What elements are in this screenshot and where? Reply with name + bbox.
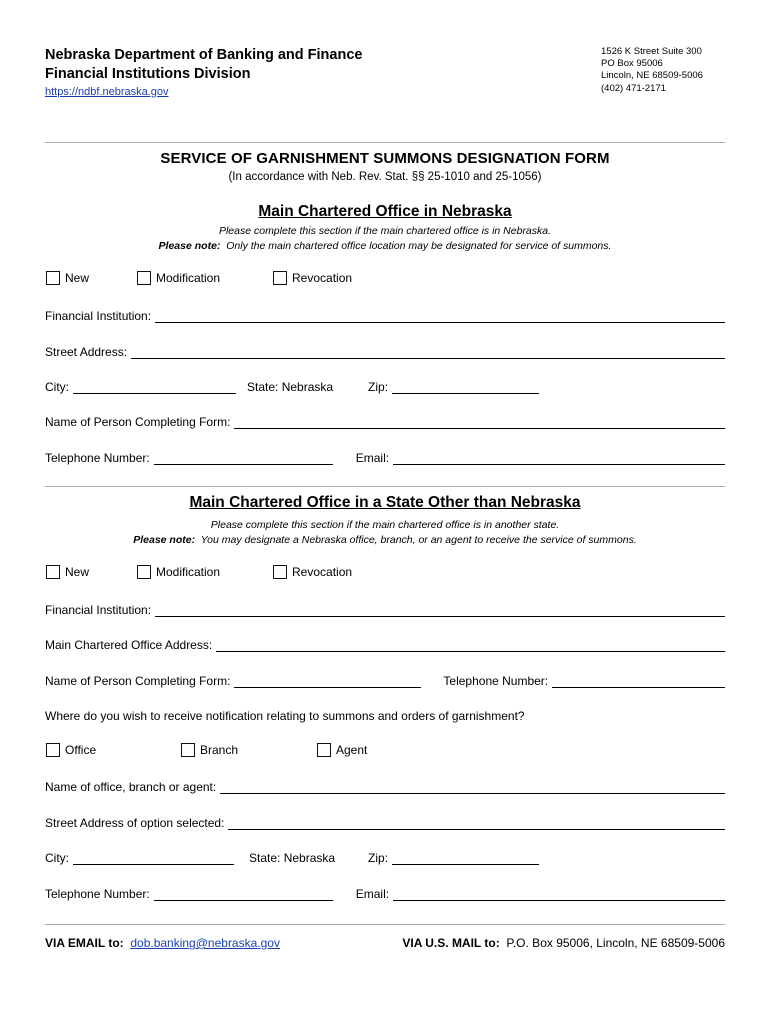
section1-note <box>0 239 770 254</box>
street-address-field[interactable] <box>131 347 725 359</box>
field-label: Telephone Number: <box>443 674 549 688</box>
checkbox-label: New <box>65 565 90 579</box>
section2-note-text: You may designate a Nebraska office, branch, or an agent to receive the service of summons. <box>200 534 637 546</box>
field-label: Email: <box>355 451 390 465</box>
section1-city-state-zip-row <box>45 378 725 394</box>
person-completing-field[interactable] <box>234 676 421 688</box>
section1-financial-institution-row <box>45 307 725 323</box>
agent-option-checkbox[interactable] <box>317 743 367 757</box>
agency-contact-block <box>601 46 703 95</box>
agency-phone: (402) 471-2171 <box>601 82 666 94</box>
field-label: Financial Institution: <box>45 309 152 323</box>
section2-title: Main Chartered Office in a State Other than Nebraska <box>189 494 581 511</box>
checkbox-label: Modification <box>156 565 221 579</box>
agency-website-link[interactable]: https://ndbf.nebraska.gov <box>45 86 169 98</box>
section2-new-checkbox[interactable] <box>46 565 89 579</box>
field-label: Name of Person Completing Form: <box>45 415 231 429</box>
section2-note <box>0 533 770 548</box>
checkbox-label: Modification <box>156 271 221 285</box>
main-office-address-field[interactable] <box>216 640 725 652</box>
section2-revocation-checkbox[interactable] <box>273 565 352 579</box>
section1-new-checkbox[interactable] <box>46 271 89 285</box>
field-label: City: <box>45 851 69 865</box>
branch-option-checkbox[interactable] <box>181 743 238 757</box>
footer-divider <box>45 924 725 925</box>
section1-modification-checkbox[interactable] <box>137 271 220 285</box>
email-label: VIA EMAIL to: <box>45 936 124 950</box>
financial-institution-field[interactable] <box>155 311 725 323</box>
field-label: Financial Institution: <box>45 603 152 617</box>
section2-city-state-zip-row <box>45 849 725 865</box>
person-completing-field[interactable] <box>234 417 725 429</box>
telephone-field[interactable] <box>552 676 725 688</box>
name-office-branch-agent-field[interactable] <box>220 782 725 794</box>
agency-name: Nebraska Department of Banking and Finance <box>45 47 363 63</box>
section1-note-text: Only the main chartered office location may be designated for service of summons. <box>226 240 612 252</box>
mail-address: P.O. Box 95006, Lincoln, NE 68509-5006 <box>506 936 725 950</box>
checkbox-label: Revocation <box>292 565 353 579</box>
checkbox-label: Office <box>65 743 97 757</box>
checkbox-label: Agent <box>336 743 368 757</box>
section2-phone-email-row <box>45 885 725 901</box>
field-label: Street Address of option selected: <box>45 816 225 830</box>
section2-financial-institution-row <box>45 601 725 617</box>
zip-field[interactable] <box>392 853 539 865</box>
address-line-1: 1526 K Street Suite 300 <box>601 46 702 57</box>
telephone-field[interactable] <box>154 889 333 901</box>
address-line-2: PO Box 95006 <box>601 58 663 70</box>
notification-question-row <box>45 707 725 723</box>
division-name: Financial Institutions Division <box>45 66 251 82</box>
section2-person-phone-row <box>45 672 725 688</box>
city-field[interactable] <box>73 853 234 865</box>
section2-main-office-address-row <box>45 636 725 652</box>
email-address-link[interactable]: dob.banking@nebraska.gov <box>130 936 280 950</box>
form-subtitle: (In accordance with Neb. Rev. Stat. §§ 25-1010 and 25-1056) <box>228 171 542 183</box>
checkbox-label: Revocation <box>292 271 353 285</box>
field-label: Zip: <box>368 380 389 394</box>
state-label: State: Nebraska <box>247 380 334 394</box>
field-label: Email: <box>355 887 390 901</box>
agency-header <box>45 46 362 100</box>
address-line-3: Lincoln, NE 68509-5006 <box>601 70 703 82</box>
section1-phone-email-row <box>45 449 725 465</box>
checkbox-box[interactable] <box>137 271 151 285</box>
notification-question: Where do you wish to receive notification relating to summons and orders of garnishment? <box>45 709 525 723</box>
office-option-checkbox[interactable] <box>46 743 96 757</box>
checkbox-label: Branch <box>200 743 239 757</box>
checkbox-box[interactable] <box>181 743 195 757</box>
field-label: Main Chartered Office Address: <box>45 638 213 652</box>
checkbox-box[interactable] <box>46 743 60 757</box>
checkbox-box[interactable] <box>317 743 331 757</box>
checkbox-box[interactable] <box>137 565 151 579</box>
section1-street-address-row <box>45 343 725 359</box>
submission-footer <box>45 936 725 950</box>
zip-field[interactable] <box>392 382 539 394</box>
email-submission <box>45 936 280 950</box>
header-divider <box>45 142 725 143</box>
telephone-field[interactable] <box>154 453 333 465</box>
section1-instruction: Please complete this section if the main chartered office is in Nebraska. <box>218 225 552 237</box>
field-label: Name of office, branch or agent: <box>45 780 217 794</box>
field-label: Telephone Number: <box>45 887 150 901</box>
email-field[interactable] <box>393 453 725 465</box>
street-address-option-field[interactable] <box>228 818 725 830</box>
field-label: Street Address: <box>45 345 128 359</box>
section-divider <box>45 486 725 487</box>
checkbox-box[interactable] <box>273 271 287 285</box>
financial-institution-field[interactable] <box>155 605 725 617</box>
checkbox-box[interactable] <box>273 565 287 579</box>
section1-note-label: Please note: <box>158 240 221 252</box>
section2-instruction: Please complete this section if the main chartered office is in another state. <box>210 519 560 531</box>
email-field[interactable] <box>393 889 725 901</box>
section1-title: Main Chartered Office in Nebraska <box>258 203 512 220</box>
checkbox-box[interactable] <box>46 565 60 579</box>
city-field[interactable] <box>73 382 236 394</box>
street-address-option-row <box>45 814 725 830</box>
mail-label: VIA U.S. MAIL to: <box>402 936 500 950</box>
field-label: City: <box>45 380 69 394</box>
section2-note-label: Please note: <box>133 534 196 546</box>
checkbox-label: New <box>65 271 90 285</box>
section2-modification-checkbox[interactable] <box>137 565 220 579</box>
state-label: State: Nebraska <box>249 851 336 865</box>
checkbox-box[interactable] <box>46 271 60 285</box>
field-label: Zip: <box>368 851 389 865</box>
field-label: Telephone Number: <box>45 451 150 465</box>
mail-submission <box>402 936 725 950</box>
section1-person-row <box>45 413 725 429</box>
field-label: Name of Person Completing Form: <box>45 674 231 688</box>
name-office-branch-agent-row <box>45 778 725 794</box>
section1-revocation-checkbox[interactable] <box>273 271 352 285</box>
form-title: SERVICE OF GARNISHMENT SUMMONS DESIGNATION FORM <box>160 150 610 167</box>
